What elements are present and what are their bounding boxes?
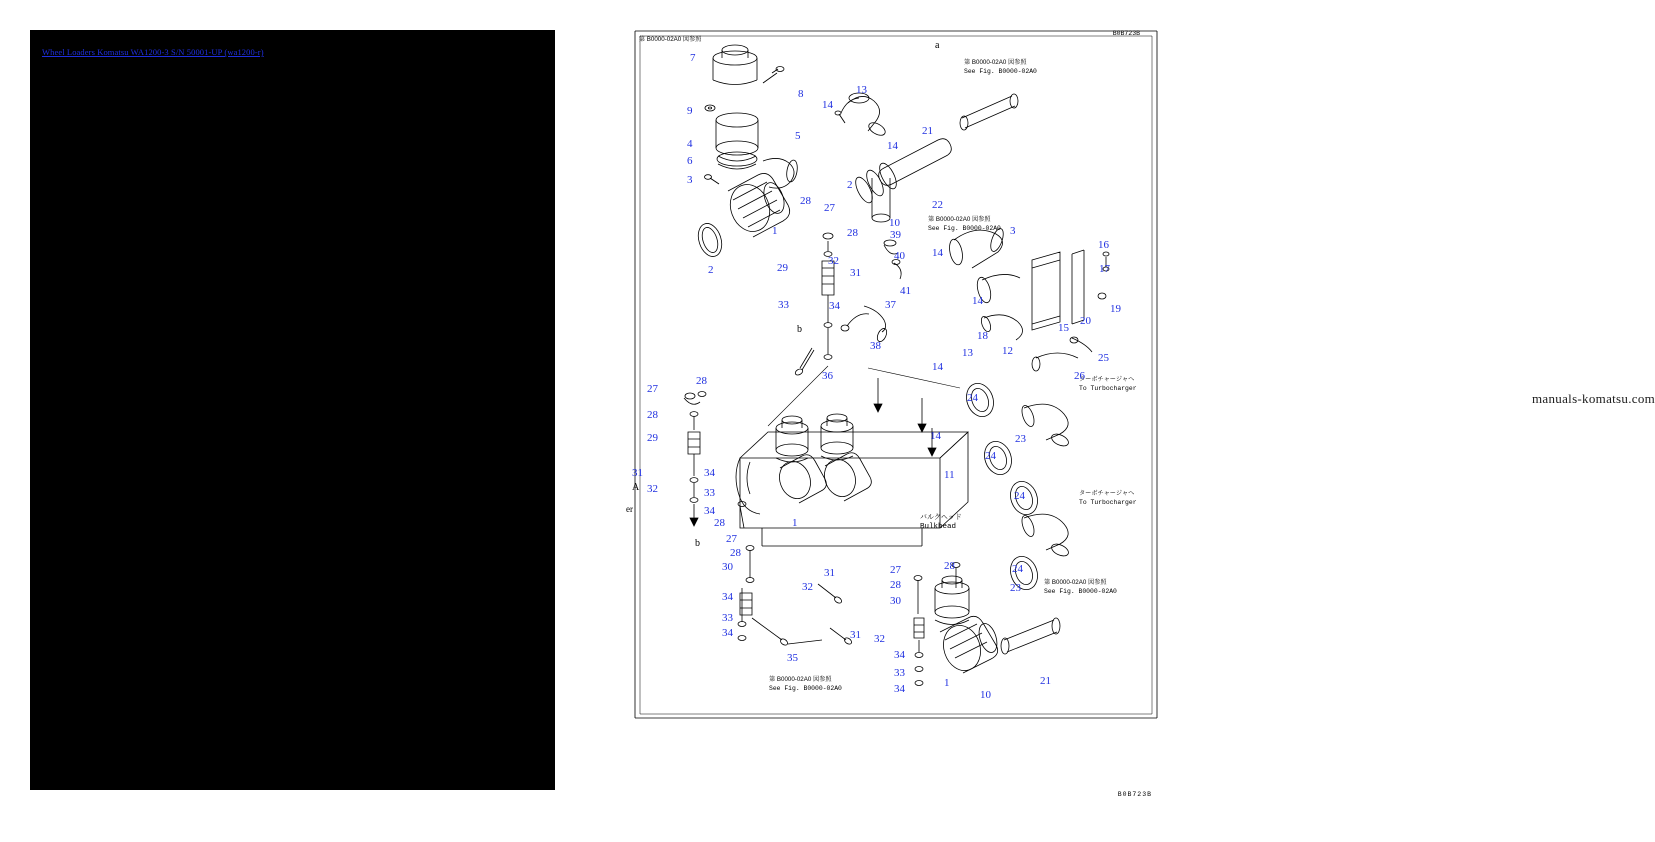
item-number-26: 26 <box>1074 370 1085 382</box>
item-number-28: 28 <box>890 579 901 591</box>
bulkhead-label-en: Bulkhead <box>920 523 957 531</box>
item-number-3: 3 <box>687 174 693 186</box>
item-number-3: 3 <box>1010 225 1016 237</box>
item-number-34: 34 <box>829 300 840 312</box>
watermark: manuals-komatsu.com <box>1532 391 1655 406</box>
item-number-24: 24 <box>1014 490 1025 502</box>
item-number-19: 19 <box>1110 303 1121 315</box>
item-number-37: 37 <box>885 299 896 311</box>
item-number-1: 1 <box>772 225 778 237</box>
item-number-28: 28 <box>847 227 858 239</box>
item-number-23: 23 <box>1010 582 1021 594</box>
item-number-24: 24 <box>967 392 978 404</box>
top-figure-code: B0B723B <box>1112 30 1140 37</box>
item-number-14: 14 <box>972 295 983 307</box>
item-number-23: 23 <box>1015 433 1026 445</box>
reference-note-br-en: See Fig. B0000-02A0 <box>1044 588 1117 595</box>
item-number-22: 22 <box>932 199 943 211</box>
reference-note-top-right-en: See Fig. B0000-02A0 <box>964 68 1037 75</box>
item-number-31: 31 <box>850 629 861 641</box>
item-number-32: 32 <box>874 633 885 645</box>
item-number-34: 34 <box>722 591 733 603</box>
item-number-31: 31 <box>824 567 835 579</box>
section-letter-b-2: b <box>695 538 700 549</box>
item-number-12: 12 <box>1002 345 1013 357</box>
item-number-40: 40 <box>894 250 905 262</box>
section-letter-b-1: b <box>797 324 802 335</box>
item-number-35: 35 <box>787 652 798 664</box>
item-number-34: 34 <box>894 649 905 661</box>
item-number-31: 31 <box>632 467 643 479</box>
item-number-38: 38 <box>870 340 881 352</box>
left-image-panel <box>30 30 555 790</box>
item-number-21: 21 <box>922 125 933 137</box>
item-number-18: 18 <box>977 330 988 342</box>
item-number-21: 21 <box>1040 675 1051 687</box>
item-number-11: 11 <box>944 469 955 481</box>
item-number-30: 30 <box>722 561 733 573</box>
item-number-28: 28 <box>647 409 658 421</box>
item-number-41: 41 <box>900 285 911 297</box>
item-number-27: 27 <box>647 383 658 395</box>
item-number-33: 33 <box>704 487 715 499</box>
to-turbocharger-label-2-jp: ターボチャージャへ <box>1079 490 1135 497</box>
item-number-28: 28 <box>696 375 707 387</box>
item-number-14: 14 <box>932 247 943 259</box>
reference-note-bc-jp: 第 B0000-02A0 図参照 <box>769 676 832 683</box>
item-number-2: 2 <box>708 264 714 276</box>
item-number-24: 24 <box>1012 563 1023 575</box>
item-number-32: 32 <box>828 255 839 267</box>
reference-note-top-right-jp: 第 B0000-02A0 図参照 <box>964 59 1027 66</box>
item-number-9: 9 <box>687 105 693 117</box>
to-turbocharger-label-2-en: To Turbocharger <box>1079 499 1137 506</box>
figure-code: B0B723B <box>1117 791 1152 798</box>
item-number-34: 34 <box>704 505 715 517</box>
section-letter-A: A <box>632 482 640 493</box>
item-number-10: 10 <box>889 217 900 229</box>
reference-note-br-jp: 第 B0000-02A0 図参照 <box>1044 579 1107 586</box>
section-text-er: er <box>626 504 633 514</box>
item-number-2: 2 <box>847 179 853 191</box>
item-number-36: 36 <box>822 370 833 382</box>
item-number-33: 33 <box>778 299 789 311</box>
item-number-34: 34 <box>704 467 715 479</box>
item-number-34: 34 <box>894 683 905 695</box>
item-number-24: 24 <box>985 450 996 462</box>
reference-note-mid-en: See Fig. B0000-02A0 <box>928 225 1001 232</box>
parts-diagram-panel <box>626 28 1655 812</box>
item-number-15: 15 <box>1058 322 1069 334</box>
item-number-27: 27 <box>890 564 901 576</box>
reference-note-mid-jp: 第 B0000-02A0 図参照 <box>928 216 991 223</box>
item-number-28: 28 <box>714 517 725 529</box>
item-number-32: 32 <box>647 483 658 495</box>
item-number-7: 7 <box>690 52 696 64</box>
to-turbocharger-label-1-en: To Turbocharger <box>1079 385 1137 392</box>
item-number-14: 14 <box>932 361 943 373</box>
section-letter-a: a <box>935 40 940 51</box>
item-number-32: 32 <box>802 581 813 593</box>
bulkhead-label-jp: バルクヘッド <box>920 514 962 521</box>
item-number-33: 33 <box>722 612 733 624</box>
item-number-20: 20 <box>1080 315 1091 327</box>
item-number-31: 31 <box>850 267 861 279</box>
breadcrumb[interactable]: Wheel Loaders Komatsu WA1200-3 S/N 50001-UP (wa1200-r) <box>42 47 264 57</box>
item-number-28: 28 <box>944 560 955 572</box>
item-number-27: 27 <box>726 533 737 545</box>
item-number-14: 14 <box>822 99 833 111</box>
item-number-1: 1 <box>944 677 950 689</box>
item-number-5: 5 <box>795 130 801 142</box>
to-turbocharger-label-1-jp: ターボチャージャへ <box>1079 376 1135 383</box>
item-number-4: 4 <box>687 138 693 150</box>
item-number-25: 25 <box>1098 352 1109 364</box>
item-number-13: 13 <box>856 84 867 96</box>
item-number-10: 10 <box>980 689 991 701</box>
reference-note-top-right: 第 B0000-02A0 図参照 <box>638 35 702 43</box>
item-number-17: 17 <box>1099 263 1110 275</box>
item-number-39: 39 <box>890 229 901 241</box>
item-number-16: 16 <box>1098 239 1109 251</box>
reference-note-bc-en: See Fig. B0000-02A0 <box>769 685 842 692</box>
item-number-8: 8 <box>798 88 804 100</box>
item-number-14: 14 <box>930 430 941 442</box>
item-number-33: 33 <box>894 667 905 679</box>
item-number-27: 27 <box>824 202 835 214</box>
item-number-30: 30 <box>890 595 901 607</box>
item-number-28: 28 <box>730 547 741 559</box>
item-number-1: 1 <box>792 517 798 529</box>
item-number-28: 28 <box>800 195 811 207</box>
item-number-29: 29 <box>647 432 658 444</box>
item-number-29: 29 <box>777 262 788 274</box>
item-number-34: 34 <box>722 627 733 639</box>
item-number-13: 13 <box>962 347 973 359</box>
item-number-6: 6 <box>687 155 693 167</box>
item-number-14: 14 <box>887 140 898 152</box>
